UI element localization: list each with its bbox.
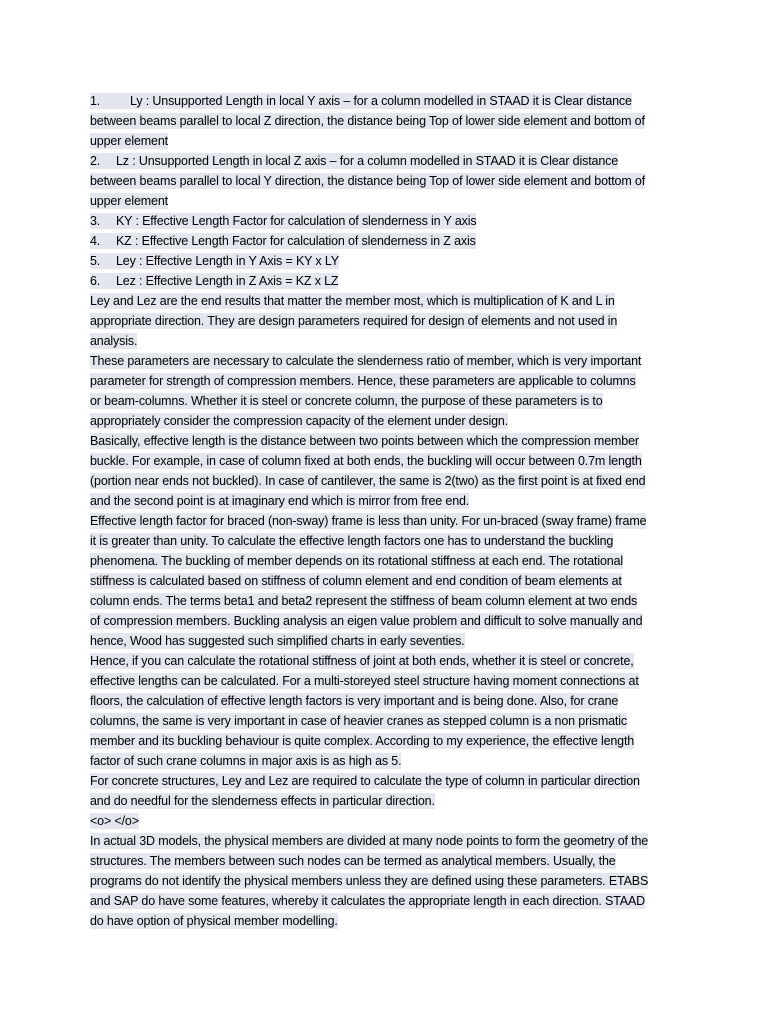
text-line-content xyxy=(90,653,634,669)
text-line xyxy=(90,811,690,831)
text-line xyxy=(90,691,690,711)
text-line xyxy=(90,111,690,131)
text-line xyxy=(90,431,690,451)
text-line-content xyxy=(90,193,168,209)
text-line-content xyxy=(90,133,168,149)
line-text: member and its buckling behaviour is quite complex. According to my experience, the effective length xyxy=(90,734,635,748)
text-line xyxy=(90,251,690,271)
line-text: In actual 3D models, the physical members are divided at many node points to form the geometry of the xyxy=(90,834,649,848)
line-text: column ends. The terms beta1 and beta2 represent the stiffness of beam column element at two ends xyxy=(90,594,638,608)
text-line-content xyxy=(90,913,338,929)
text-line-content xyxy=(90,753,401,769)
text-line xyxy=(90,331,690,351)
line-text: and SAP do have some features, whereby it calculates the appropriate length in each direction. STAAD xyxy=(90,894,646,908)
text-line-content xyxy=(90,533,613,549)
line-text: factor of such crane columns in major axis is as high as 5. xyxy=(90,754,402,768)
text-line xyxy=(90,271,690,291)
line-text: of compression members. Buckling analysis an eigen value problem and difficult to solve manually and xyxy=(90,614,643,628)
text-line xyxy=(90,551,690,571)
text-line xyxy=(90,891,690,911)
text-line xyxy=(90,571,690,591)
text-line-content xyxy=(90,573,622,589)
text-line xyxy=(90,291,690,311)
text-line xyxy=(90,511,690,531)
line-text: Hence, if you can calculate the rotational stiffness of joint at both ends, whether it is steel or concrete, xyxy=(90,654,634,668)
text-line-content xyxy=(90,513,646,529)
text-line xyxy=(90,631,690,651)
list-number: 6. xyxy=(90,274,101,288)
text-line xyxy=(90,751,690,771)
text-line xyxy=(90,711,690,731)
text-line xyxy=(90,451,690,471)
text-line xyxy=(90,791,690,811)
text-line xyxy=(90,211,690,231)
text-line-content xyxy=(90,293,615,309)
text-line xyxy=(90,411,690,431)
text-line-content xyxy=(90,233,476,249)
text-line-content xyxy=(90,693,618,709)
text-line-content xyxy=(90,673,639,689)
text-line-content xyxy=(90,213,476,229)
text-line-content xyxy=(90,833,648,849)
text-line xyxy=(90,171,690,191)
text-line-content xyxy=(90,613,642,629)
text-line-content xyxy=(90,173,645,189)
text-line-content xyxy=(90,893,645,909)
text-line xyxy=(90,771,690,791)
line-text: Ly : Unsupported Length in local Y axis – for a column modelled in STAAD it is Clear distance xyxy=(130,94,632,108)
text-line-content xyxy=(90,473,645,489)
text-line-content xyxy=(90,153,618,169)
line-text: Lz : Unsupported Length in local Z axis – for a column modelled in STAAD it is Clear distance xyxy=(116,154,619,168)
text-line xyxy=(90,491,690,511)
text-line-content xyxy=(90,813,139,829)
list-number: 5. xyxy=(90,254,101,268)
text-line-content xyxy=(90,433,639,449)
text-line xyxy=(90,591,690,611)
text-line-content xyxy=(90,793,435,809)
text-line-content xyxy=(90,593,637,609)
text-line-content xyxy=(90,373,636,389)
line-text: effective lengths can be calculated. For a multi-storeyed steel structure having moment connections at xyxy=(90,674,639,688)
text-line-content xyxy=(90,393,603,409)
line-text: appropriately consider the compression capacity of the element under design. xyxy=(90,414,509,428)
text-line xyxy=(90,471,690,491)
line-text: Lez : Effective Length in Z Axis = KZ x LZ xyxy=(116,274,339,288)
line-text: upper element xyxy=(90,194,168,208)
text-line-content xyxy=(90,853,616,869)
text-line xyxy=(90,91,690,111)
line-text: between beams parallel to local Z direction, the distance being Top of lower side element and bottom of xyxy=(90,114,645,128)
line-text: parameter for strength of compression members. Hence, these parameters are applicable to columns xyxy=(90,374,636,388)
text-line-content xyxy=(90,413,508,429)
line-text: For concrete structures, Ley and Lez are required to calculate the type of column in particular direction xyxy=(90,774,640,788)
line-text: upper element xyxy=(90,134,168,148)
text-line xyxy=(90,651,690,671)
text-line-content xyxy=(90,313,617,329)
line-text: and the second point is at imaginary end which is mirror from free end. xyxy=(90,494,470,508)
text-line xyxy=(90,871,690,891)
line-text: (portion near ends not buckled). In case of cantilever, the same is 2(two) as the first point is at fixed end xyxy=(90,474,646,488)
text-line xyxy=(90,351,690,371)
line-text: appropriate direction. They are design parameters required for design of elements and not used in xyxy=(90,314,618,328)
line-text: Ley and Lez are the end results that matter the member most, which is multiplication of K and L in xyxy=(90,294,615,308)
text-line xyxy=(90,151,690,171)
text-line-content xyxy=(90,553,623,569)
text-line-content xyxy=(90,633,465,649)
text-line xyxy=(90,191,690,211)
line-text: phenomena. The buckling of member depends on its rotational stiffness at each end. The rotational xyxy=(90,554,624,568)
line-text: Ley : Effective Length in Y Axis = KY x LY xyxy=(116,254,339,268)
text-line xyxy=(90,731,690,751)
line-text: it is greater than unity. To calculate the effective length factors one has to understand the buckling xyxy=(90,534,614,548)
line-text: Basically, effective length is the distance between two points between which the compression member xyxy=(90,434,639,448)
text-line-content xyxy=(90,93,632,109)
document-body xyxy=(90,91,690,931)
line-text: structures. The members between such nodes can be termed as analytical members. Usually, the xyxy=(90,854,616,868)
text-line-content xyxy=(90,733,634,749)
list-number: 2. xyxy=(90,154,101,168)
text-line xyxy=(90,851,690,871)
list-number: 4. xyxy=(90,234,101,248)
line-text: stiffness is calculated based on stiffness of column element and end condition of beam elements at xyxy=(90,574,622,588)
line-text: KZ : Effective Length Factor for calculation of slenderness in Z axis xyxy=(116,234,476,248)
line-text: columns, the same is very important in case of heavier cranes as stepped column is a non prismatic xyxy=(90,714,627,728)
text-line xyxy=(90,671,690,691)
line-text: <o> </o> xyxy=(90,814,139,828)
text-line-content xyxy=(90,493,469,509)
line-text: buckle. For example, in case of column fixed at both ends, the buckling will occur between 0.7m length xyxy=(90,454,642,468)
line-text: hence, Wood has suggested such simplified charts in early seventies. xyxy=(90,634,465,648)
text-line xyxy=(90,531,690,551)
text-line xyxy=(90,831,690,851)
line-text: between beams parallel to local Y direction, the distance being Top of lower side element and bottom of xyxy=(90,174,646,188)
text-line-content xyxy=(90,773,640,789)
text-line-content xyxy=(90,113,645,129)
line-text: and do needful for the slenderness effects in particular direction. xyxy=(90,794,435,808)
list-number: 1. xyxy=(90,94,101,108)
text-line xyxy=(90,371,690,391)
text-line xyxy=(90,311,690,331)
text-line xyxy=(90,391,690,411)
text-line-content xyxy=(90,873,648,889)
line-text: analysis. xyxy=(90,334,138,348)
text-line xyxy=(90,611,690,631)
line-text: Effective length factor for braced (non-sway) frame is less than unity. For un-braced (sway frame) frame xyxy=(90,514,647,528)
line-text: floors, the calculation of effective length factors is very important and is being done. Also, for crane xyxy=(90,694,619,708)
text-line-content xyxy=(90,253,339,269)
line-text: or beam-columns. Whether it is steel or concrete column, the purpose of these parameters is to xyxy=(90,394,603,408)
list-number: 3. xyxy=(90,214,101,228)
text-line-content xyxy=(90,333,137,349)
line-text: do have option of physical member modelling. xyxy=(90,914,338,928)
line-text: KY : Effective Length Factor for calculation of slenderness in Y axis xyxy=(116,214,477,228)
text-line-content xyxy=(90,453,642,469)
line-text: programs do not identify the physical members unless they are defined using these parameters. ETABS xyxy=(90,874,649,888)
text-line-content xyxy=(90,273,338,289)
text-line xyxy=(90,911,690,931)
line-text: These parameters are necessary to calculate the slenderness ratio of member, which is very important xyxy=(90,354,642,368)
text-line-content xyxy=(90,713,627,729)
text-line xyxy=(90,131,690,151)
text-line xyxy=(90,231,690,251)
text-line-content xyxy=(90,353,641,369)
